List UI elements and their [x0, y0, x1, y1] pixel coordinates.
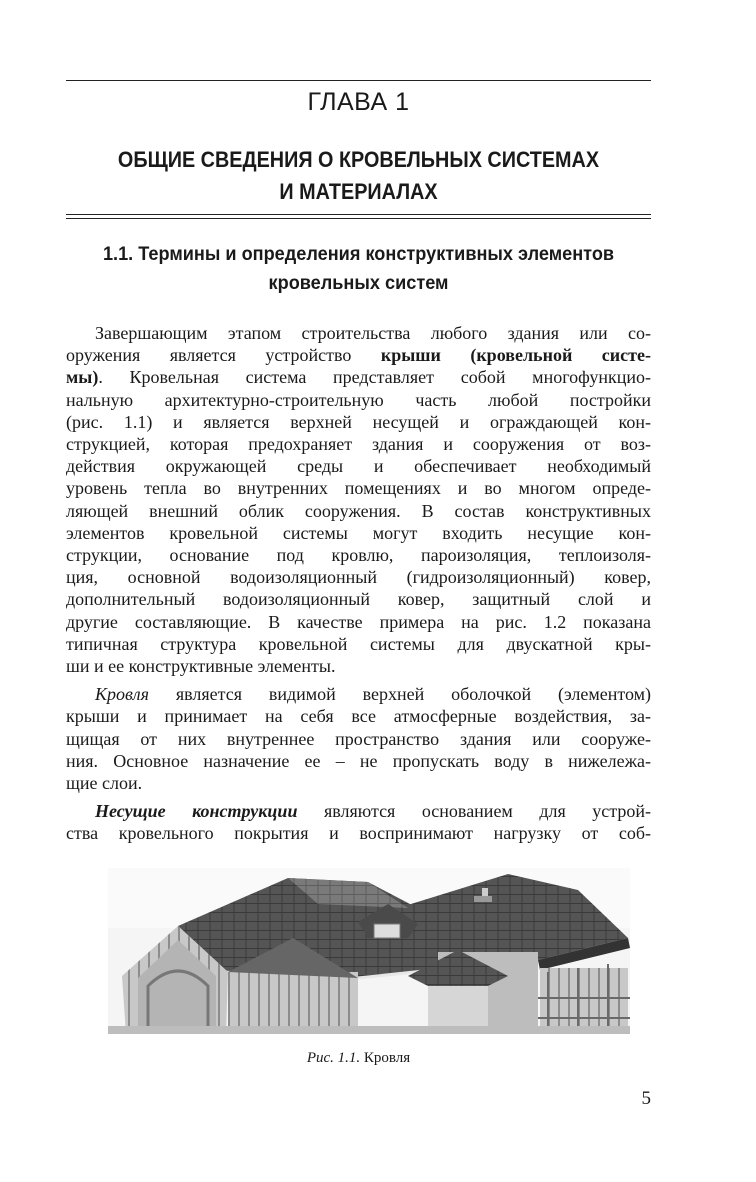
figure-caption-text: Кровля — [360, 1050, 411, 1066]
text-line: дополнительный водоизоляционный ковер, защитный слой и — [66, 589, 651, 610]
body-text — [66, 322, 651, 845]
text-line — [66, 800, 651, 822]
text-line: щие слои. — [66, 773, 143, 794]
section-title — [86, 240, 630, 298]
chapter-double-rule-bottom — [66, 218, 651, 219]
text-line: Завершающим этапом строительства любого здания или со- — [95, 323, 651, 343]
text-line: ства кровельного покрытия и воспринимают нагрузку от соб- — [66, 823, 651, 844]
chapter-label: ГЛАВА 1 — [307, 88, 410, 116]
term-bearing-structures: Несущие конструкции — [95, 801, 298, 822]
text-line: (рис. 1.1) и является верхней несущей и ограждающей кон- — [66, 411, 651, 432]
text-line: уровень тепла во внутренних помещениях и во многом опреде- — [66, 478, 651, 499]
text-line: нальную архитектурно-строительную часть любой постройки — [66, 389, 651, 410]
section-title-line1: 1.1. Термины и определения конструктивных элементов — [102, 243, 615, 265]
section-title-line2: кровельных систем — [268, 272, 449, 294]
figure-caption-label: Рис. 1.1. — [306, 1050, 361, 1066]
text-line: щищая от них внутреннее пространство здания или сооруже- — [66, 728, 651, 749]
text-line: действия окружающей среды и обеспечивает необходимый — [66, 456, 651, 477]
top-rule — [66, 80, 651, 81]
text-line: ния. Основное назначение ее – не пропускать воду в нижележа- — [66, 750, 651, 771]
chapter-title-line2: И МАТЕРИАЛАХ — [279, 179, 438, 204]
chapter-double-rule-top — [66, 214, 651, 215]
term-roof: крыши (кровельной систе- — [380, 345, 651, 366]
chapter-title — [95, 144, 622, 208]
text-line: элементов кровельной системы могут входить несущие кон- — [66, 522, 651, 543]
text-span: является видимой верхней оболочкой (элементом) — [148, 684, 651, 705]
text-line — [66, 683, 651, 705]
term-roofing: Кровля — [95, 684, 149, 705]
text-span: оружения является устройство — [66, 345, 381, 366]
roof-photo — [108, 868, 630, 1034]
paragraph-bearing-structures — [66, 800, 651, 844]
text-line: другие составляющие. В качестве примера на рис. 1.2 показана — [66, 611, 651, 632]
page-number: 5 — [641, 1088, 651, 1109]
text-line: ляющей внешний облик сооружения. В состав конструктивных — [66, 500, 651, 521]
text-line: ция, основной водоизоляционный (гидроизоляционный) ковер, — [66, 567, 651, 588]
paragraph-intro — [66, 322, 651, 677]
text-line: типичная структура кровельной системы для двускатной кры- — [66, 633, 651, 654]
paragraph-roofing — [66, 683, 651, 794]
term-roof-end: мы) — [66, 367, 99, 388]
text-line: струкцией, которая предохраняет здания и сооружения от воз- — [66, 434, 651, 455]
text-line: ши и ее конструктивные элементы. — [66, 656, 336, 677]
text-line — [66, 366, 651, 388]
text-line: крыши и принимает на себя все атмосферные воздействия, за- — [66, 706, 651, 727]
text-line: струкции, основание под кровлю, пароизоляция, теплоизоля- — [66, 545, 651, 566]
text-line — [66, 344, 651, 366]
figure-caption — [66, 1050, 651, 1067]
chapter-title-line1: ОБЩИЕ СВЕДЕНИЯ О КРОВЕЛЬНЫХ СИСТЕМАХ — [117, 147, 600, 172]
text-span: являются основанием для устрой- — [297, 801, 651, 822]
text-span: . Кровельная система представляет собой многофункцио- — [98, 367, 651, 388]
